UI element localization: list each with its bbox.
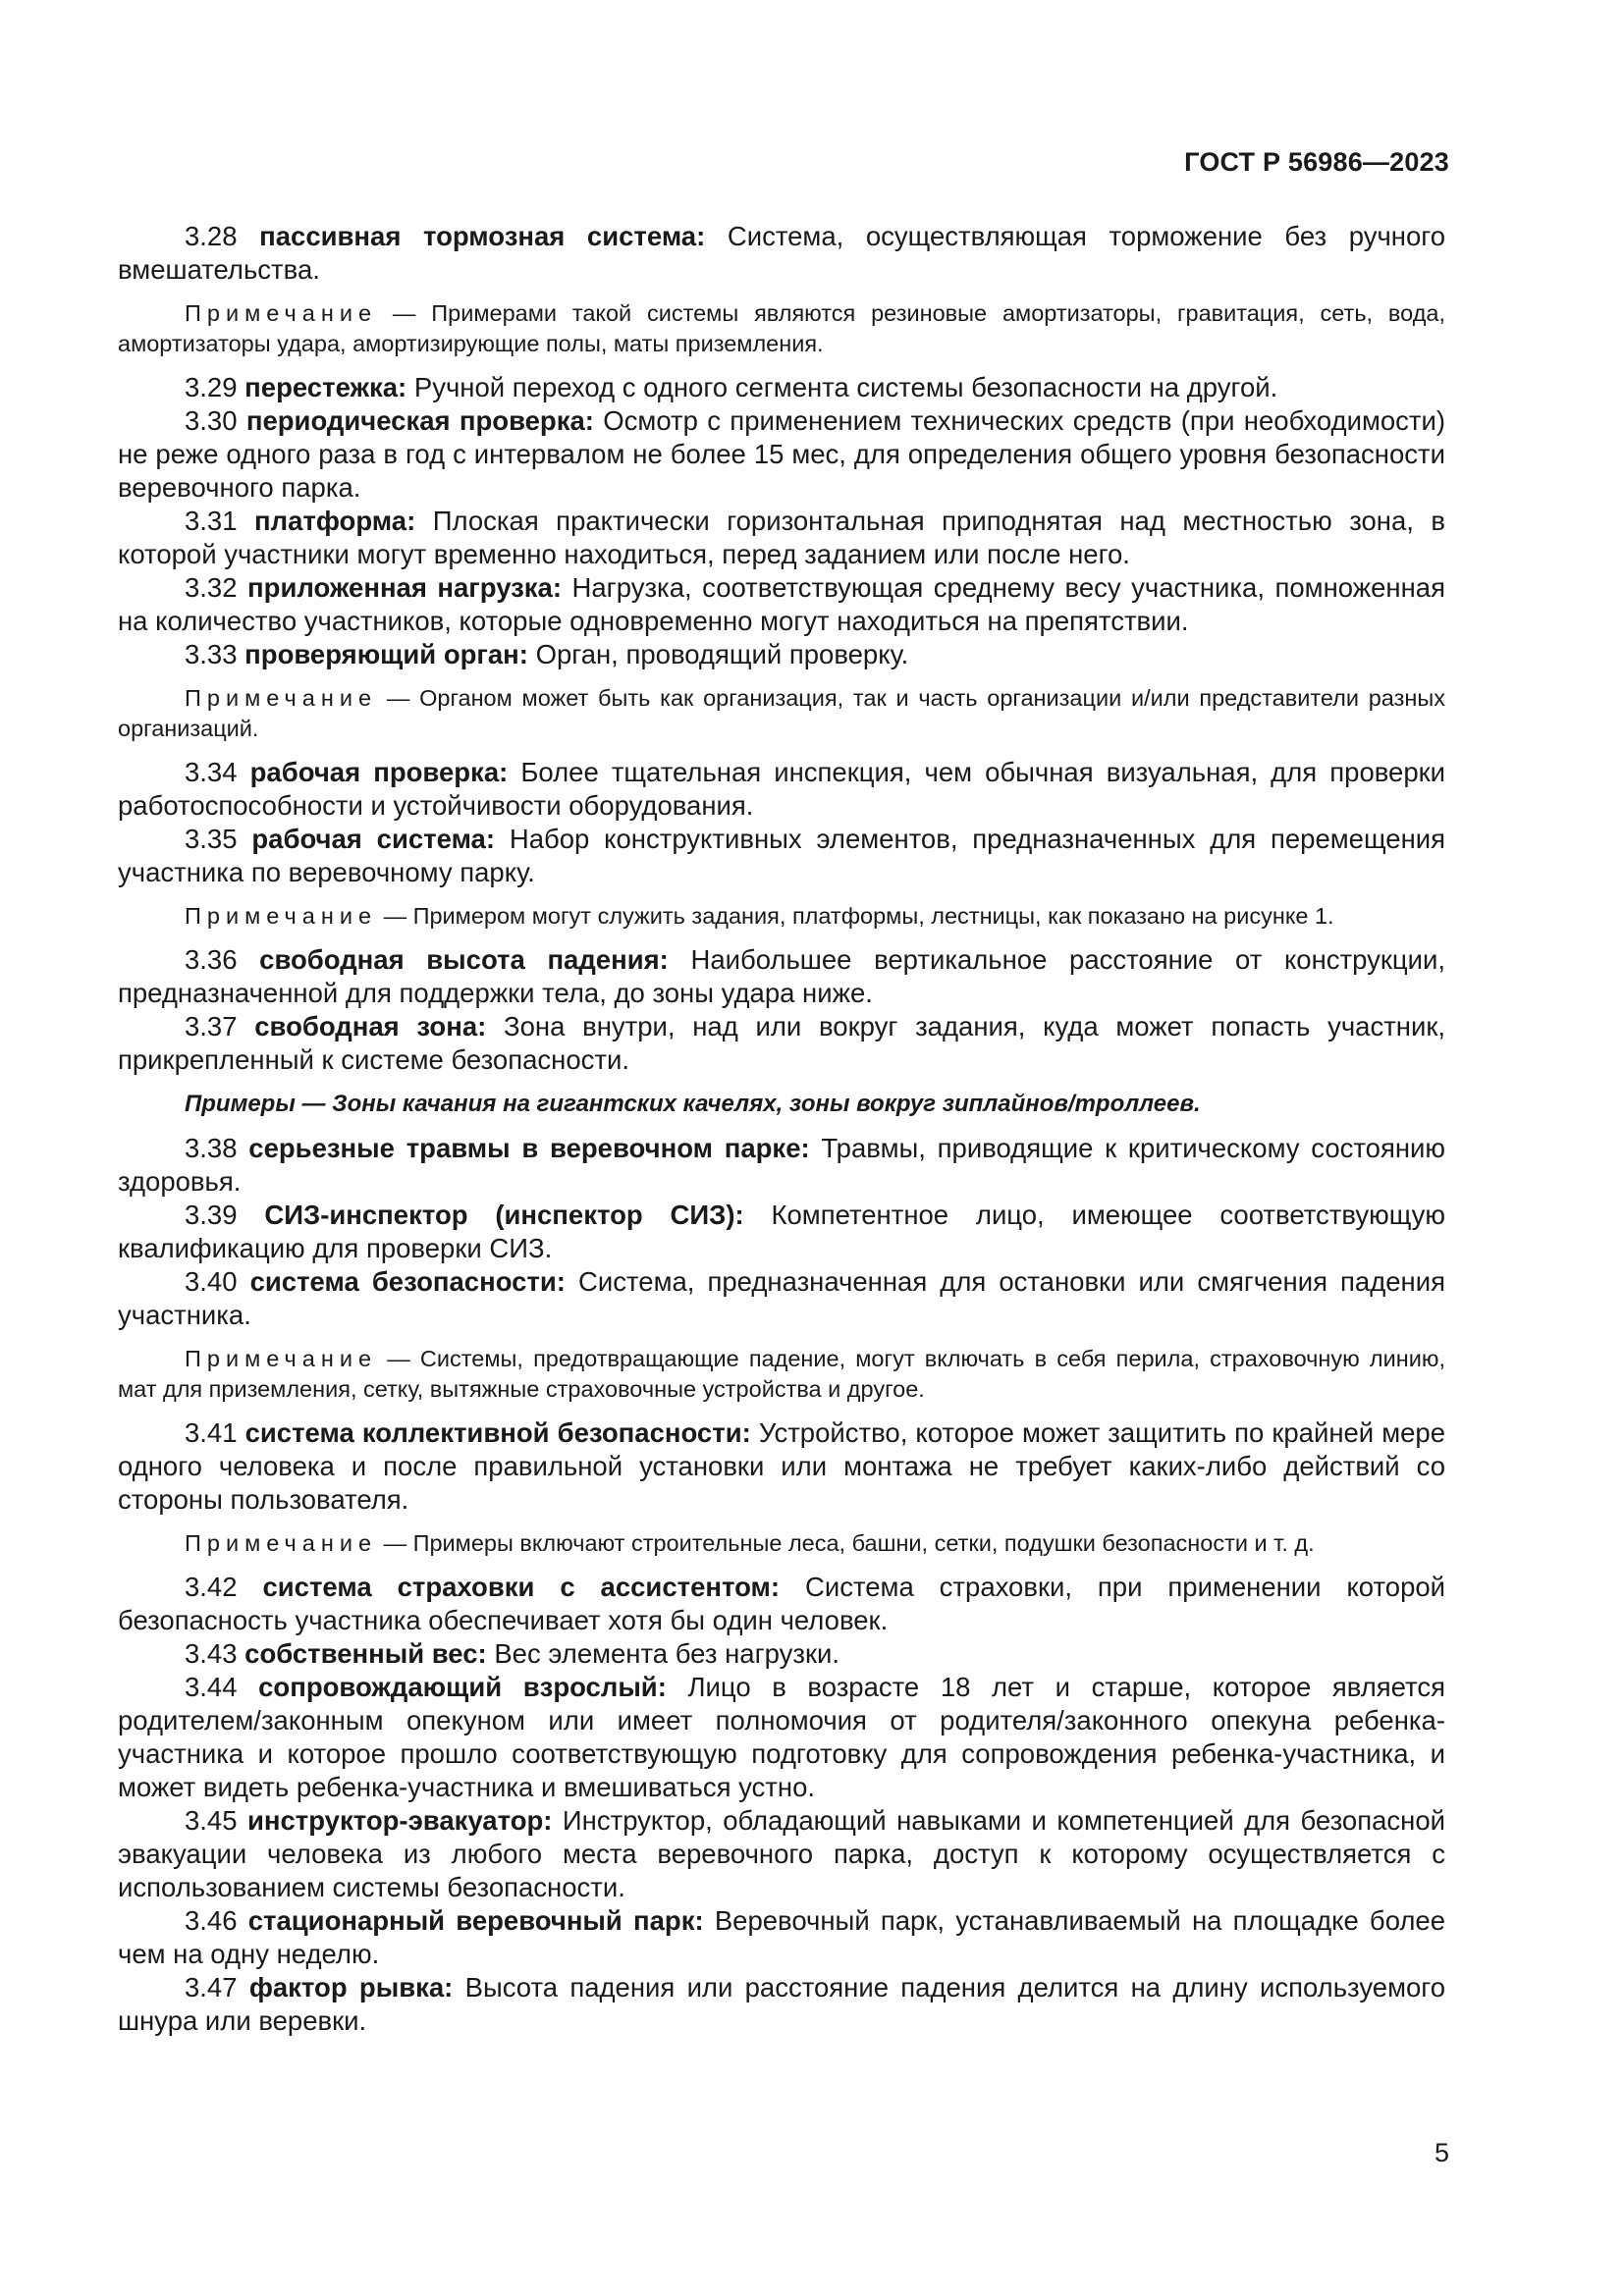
term-name: система коллективной безопасности: bbox=[244, 1417, 751, 1448]
note-label: Примечание bbox=[185, 685, 378, 711]
term-name: периодическая проверка: bbox=[245, 405, 594, 436]
term-number: 3.43 bbox=[185, 1638, 238, 1669]
term-name: система страховки с ассистентом: bbox=[262, 1572, 781, 1602]
term-entry bbox=[118, 404, 1445, 505]
term-number: 3.39 bbox=[185, 1200, 238, 1230]
note-dash: — bbox=[392, 300, 416, 326]
term-definition: Зона внутри, над или вокруг задания, куда может попасть участник, прикрепленный к системе безопасности. bbox=[118, 1011, 1446, 1075]
term-note bbox=[118, 901, 1445, 932]
term-number: 3.35 bbox=[185, 824, 238, 854]
term-number: 3.38 bbox=[185, 1133, 238, 1163]
term-name: проверяющий орган: bbox=[244, 639, 528, 669]
term-definition: Травмы, приводящие к критическому состоянию здоровья. bbox=[118, 1133, 1446, 1197]
term-definition: Система, осуществляющая торможение без ручного вмешательства. bbox=[118, 221, 1446, 285]
term-name: приложенная нагрузка: bbox=[247, 572, 563, 603]
term-name: свободная зона: bbox=[254, 1011, 487, 1041]
term-definition: Орган, проводящий проверку. bbox=[535, 639, 909, 669]
term-definition: Система, предназначенная для остановки или смягчения падения участника. bbox=[118, 1266, 1446, 1330]
note-label: Примечание bbox=[185, 903, 378, 929]
term-name: перестежка: bbox=[244, 372, 407, 402]
term-number: 3.33 bbox=[185, 639, 238, 669]
term-entry bbox=[118, 505, 1445, 571]
term-entry bbox=[118, 1637, 1445, 1671]
term-number: 3.32 bbox=[185, 572, 238, 603]
term-name: фактор рывка: bbox=[248, 1972, 454, 2002]
note-dash: — bbox=[387, 1346, 410, 1371]
term-name: рабочая система: bbox=[251, 824, 496, 854]
term-name: свободная высота падения: bbox=[259, 944, 669, 975]
term-entry bbox=[118, 1265, 1445, 1332]
term-definition: Ручной переход с одного сегмента системы безопасности на другой. bbox=[413, 372, 1278, 402]
document-code: ГОСТ Р 56986—2023 bbox=[1184, 147, 1449, 177]
term-definition: Лицо в возрасте 18 лет и старше, которое является родителем/законным опекуном или имеет полномочия от родителя/законного опекуна ребенка-участника и которое прошло соответствующую подготовку для сопровождения ребенка-участника, и может видеть ребенка-участника и вмешиваться устно. bbox=[118, 1672, 1445, 1802]
term-number: 3.44 bbox=[185, 1672, 238, 1702]
note-text: Примером могут служить задания, платформы, лестницы, как показано на рисунке 1. bbox=[412, 903, 1334, 929]
term-entry bbox=[118, 1199, 1445, 1265]
note-dash: — bbox=[383, 903, 407, 929]
term-number: 3.29 bbox=[185, 372, 238, 402]
term-number: 3.46 bbox=[185, 1905, 238, 1936]
term-name: платформа: bbox=[254, 506, 416, 536]
term-entry bbox=[118, 823, 1445, 889]
note-label: Примечание bbox=[185, 1346, 378, 1371]
term-name: собственный вес: bbox=[244, 1638, 487, 1669]
term-note bbox=[118, 1344, 1445, 1405]
term-definition: Наибольшее вертикальное расстояние от конструкции, предназначенной для поддержки тела, до зоны удара ниже. bbox=[118, 944, 1446, 1008]
term-name: серьезные травмы в веревочном парке: bbox=[248, 1133, 810, 1163]
term-name: стационарный веревочный парк: bbox=[247, 1905, 704, 1936]
term-entry bbox=[118, 220, 1445, 287]
note-label: Примечание bbox=[185, 300, 378, 326]
term-name: рабочая проверка: bbox=[249, 757, 509, 787]
term-name: сопровождающий взрослый: bbox=[258, 1672, 667, 1702]
term-number: 3.28 bbox=[185, 221, 238, 251]
term-definition: Инструктор, обладающий навыками и компетенцией для безопасной эвакуации человека из любого места веревочного парка, доступ к которому осуществляется с использованием системы безопасности. bbox=[118, 1805, 1445, 1902]
term-entry bbox=[118, 1904, 1445, 1971]
terms-list bbox=[118, 220, 1445, 2038]
term-number: 3.40 bbox=[185, 1266, 238, 1297]
term-number: 3.34 bbox=[185, 757, 238, 787]
term-example: Примеры — Зоны качания на гигантских качелях, зоны вокруг зиплайнов/троллеев. bbox=[185, 1091, 1201, 1117]
term-definition: Нагрузка, соответствующая среднему весу участника, помноженная на количество участников, которые одновременно могут находиться на препятствии. bbox=[118, 572, 1445, 636]
term-definition: Устройство, которое может защитить по крайней мере одного человека и после правильной установки или монтажа не требует каких-либо действий со стороны пользователя. bbox=[118, 1417, 1446, 1515]
term-definition: Высота падения или расстояние падения делится на длину используемого шнура или веревки. bbox=[118, 1972, 1446, 2036]
term-number: 3.30 bbox=[185, 405, 238, 436]
term-entry bbox=[118, 1671, 1445, 1804]
note-label: Примечание bbox=[185, 1530, 378, 1556]
term-entry bbox=[118, 1804, 1445, 1904]
term-number: 3.47 bbox=[185, 1972, 238, 2002]
term-note bbox=[118, 1528, 1445, 1559]
term-definition: Набор конструктивных элементов, предназначенных для перемещения участника по веревочному парку. bbox=[118, 824, 1446, 887]
note-text: Органом может быть как организация, так и часть организации и/или представители разных организаций. bbox=[118, 685, 1446, 741]
term-definition: Веревочный парк, устанавливаемый на площадке более чем на одну неделю. bbox=[118, 1905, 1446, 1969]
term-name: пассивная тормозная система: bbox=[259, 221, 706, 251]
term-name: инструктор-эвакуатор: bbox=[246, 1805, 553, 1836]
term-definition: Более тщательная инспекция, чем обычная визуальная, для проверки работоспособности и устойчивости оборудования. bbox=[118, 757, 1446, 821]
note-text: Системы, предотвращающие падение, могут включать в себя перила, страховочную линию, мат для приземления, сетку, вытяжные страховочные устройства и другое. bbox=[118, 1346, 1446, 1402]
term-definition: Вес элемента без нагрузки. bbox=[494, 1638, 839, 1669]
term-number: 3.41 bbox=[185, 1417, 238, 1448]
term-definition: Компетентное лицо, имеющее соответствующую квалификацию для проверки СИЗ. bbox=[118, 1200, 1446, 1263]
term-entry bbox=[118, 638, 1445, 671]
term-entry bbox=[118, 1971, 1445, 2038]
note-text: Примеры включают строительные леса, башни, сетки, подушки безопасности и т. д. bbox=[412, 1530, 1315, 1556]
term-definition: Плоская практически горизонтальная приподнятая над местностью зона, в которой участники могут временно находиться, перед заданием или после него. bbox=[118, 506, 1445, 569]
term-definition: Система страховки, при применении которой безопасность участника обеспечивает хотя бы один человек. bbox=[118, 1572, 1446, 1635]
term-number: 3.37 bbox=[185, 1011, 238, 1041]
term-entry bbox=[118, 943, 1445, 1010]
term-number: 3.42 bbox=[185, 1572, 238, 1602]
term-note bbox=[118, 683, 1445, 744]
term-number: 3.36 bbox=[185, 944, 238, 975]
term-entry bbox=[118, 1010, 1445, 1077]
term-entry bbox=[118, 1132, 1445, 1199]
term-definition: Осмотр с применением технических средств (при необходимости) не реже одного раза в год с интервалом не более 15 мес, для определения общего уровня безопасности веревочного парка. bbox=[118, 405, 1446, 503]
term-note bbox=[118, 298, 1445, 359]
term-entry bbox=[118, 1416, 1445, 1517]
note-dash: — bbox=[383, 1530, 407, 1556]
note-text: Примерами такой системы являются резиновые амортизаторы, гравитация, сеть, вода, амортизаторы удара, амортизирующие полы, маты приземления. bbox=[118, 300, 1446, 356]
term-entry bbox=[118, 1571, 1445, 1637]
term-number: 3.45 bbox=[185, 1805, 238, 1836]
term-number: 3.31 bbox=[185, 506, 238, 536]
term-name: СИЗ-инспектор (инспектор СИЗ): bbox=[264, 1200, 744, 1230]
note-dash: — bbox=[386, 685, 410, 711]
term-entry bbox=[118, 371, 1445, 404]
page-number: 5 bbox=[1434, 2138, 1449, 2167]
term-entry bbox=[118, 571, 1445, 638]
term-entry bbox=[118, 756, 1445, 823]
term-name: система безопасности: bbox=[249, 1266, 566, 1297]
